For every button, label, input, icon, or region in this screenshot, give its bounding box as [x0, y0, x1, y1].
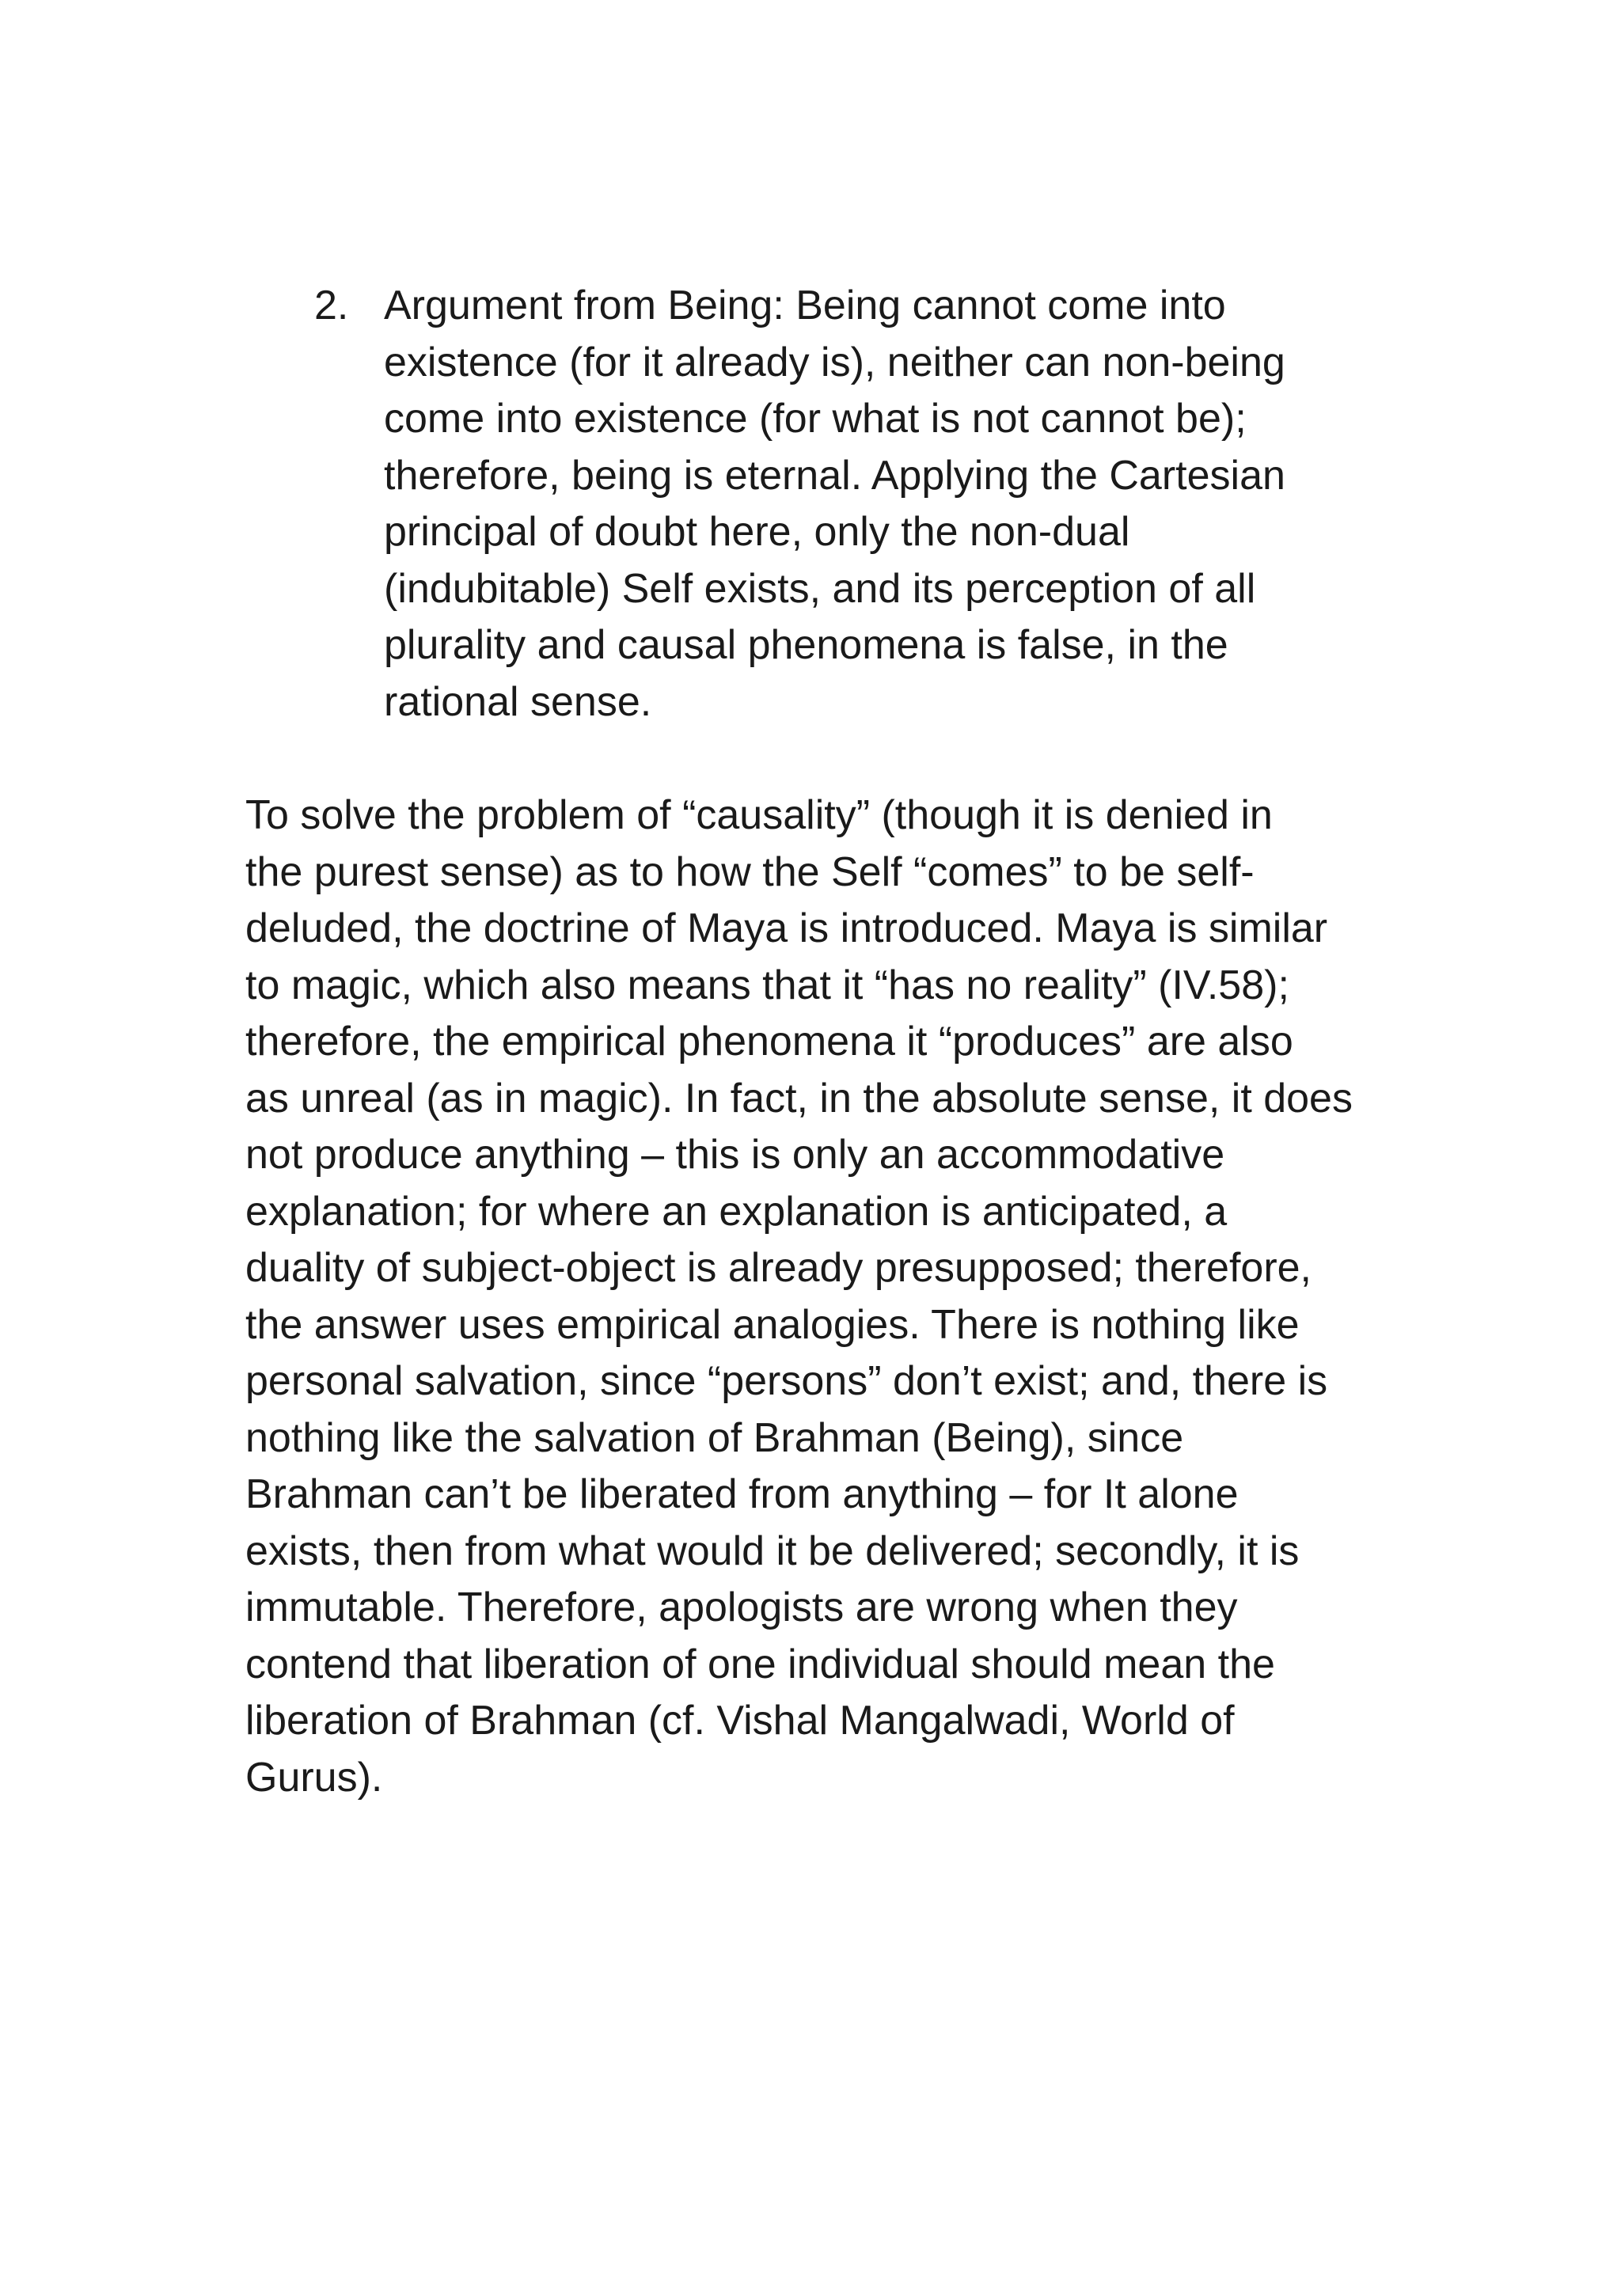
- body-paragraph: [245, 787, 1409, 1806]
- paragraph-line: contend that liberation of one individual should mean the: [245, 1641, 1275, 1687]
- list-item-line: existence (for it already is), neither can non-being: [384, 339, 1285, 385]
- list-item-line: principal of doubt here, only the non-dual: [384, 509, 1130, 555]
- paragraph-line: not produce anything – this is only an accommodative: [245, 1132, 1225, 1178]
- paragraph-line: duality of subject-object is already presupposed; therefore,: [245, 1245, 1312, 1291]
- paragraph-line: as unreal (as in magic). In fact, in the absolute sense, it does: [245, 1075, 1353, 1121]
- paragraph-line: exists, then from what would it be delivered; secondly, it is: [245, 1528, 1300, 1574]
- paragraph-line: liberation of Brahman (cf. Vishal Mangalwadi, World of: [245, 1698, 1235, 1744]
- list-item-line: therefore, being is eternal. Applying the Cartesian: [384, 452, 1285, 499]
- paragraph-line: Brahman can’t be liberated from anything – for It alone: [245, 1471, 1239, 1517]
- paragraph-line: To solve the problem of “causality” (though it is denied in: [245, 792, 1273, 838]
- paragraph-line: explanation; for where an explanation is anticipated, a: [245, 1188, 1228, 1235]
- paragraph-line: the answer uses empirical analogies. There is nothing like: [245, 1301, 1300, 1348]
- paragraph-line: deluded, the doctrine of Maya is introduced. Maya is similar: [245, 905, 1328, 951]
- paragraph-line: the purest sense) as to how the Self “comes” to be self-: [245, 848, 1255, 895]
- paragraph-line: therefore, the empirical phenomena it “produces” are also: [245, 1019, 1293, 1065]
- paragraph-line: Gurus).: [245, 1754, 383, 1801]
- list-item-line: come into existence (for what is not cannot be);: [384, 396, 1247, 442]
- paragraph-line: to magic, which also means that it “has no reality” (IV.58);: [245, 962, 1289, 1008]
- list-item-line: (indubitable) Self exists, and its perception of all: [384, 565, 1256, 612]
- list-item-line: plurality and causal phenomena is false, in the: [384, 622, 1228, 668]
- paragraph-line: nothing like the salvation of Brahman (Being), since: [245, 1414, 1184, 1461]
- list-item-body: [384, 278, 1373, 731]
- list-item-line: Argument from Being: Being cannot come into: [384, 283, 1226, 328]
- paragraph-line: immutable. Therefore, apologists are wrong when they: [245, 1584, 1238, 1630]
- paragraph-line: personal salvation, since “persons” don’t exist; and, there is: [245, 1358, 1328, 1404]
- list-item-number: 2.: [314, 283, 349, 328]
- list-item-line: rational sense.: [384, 678, 652, 725]
